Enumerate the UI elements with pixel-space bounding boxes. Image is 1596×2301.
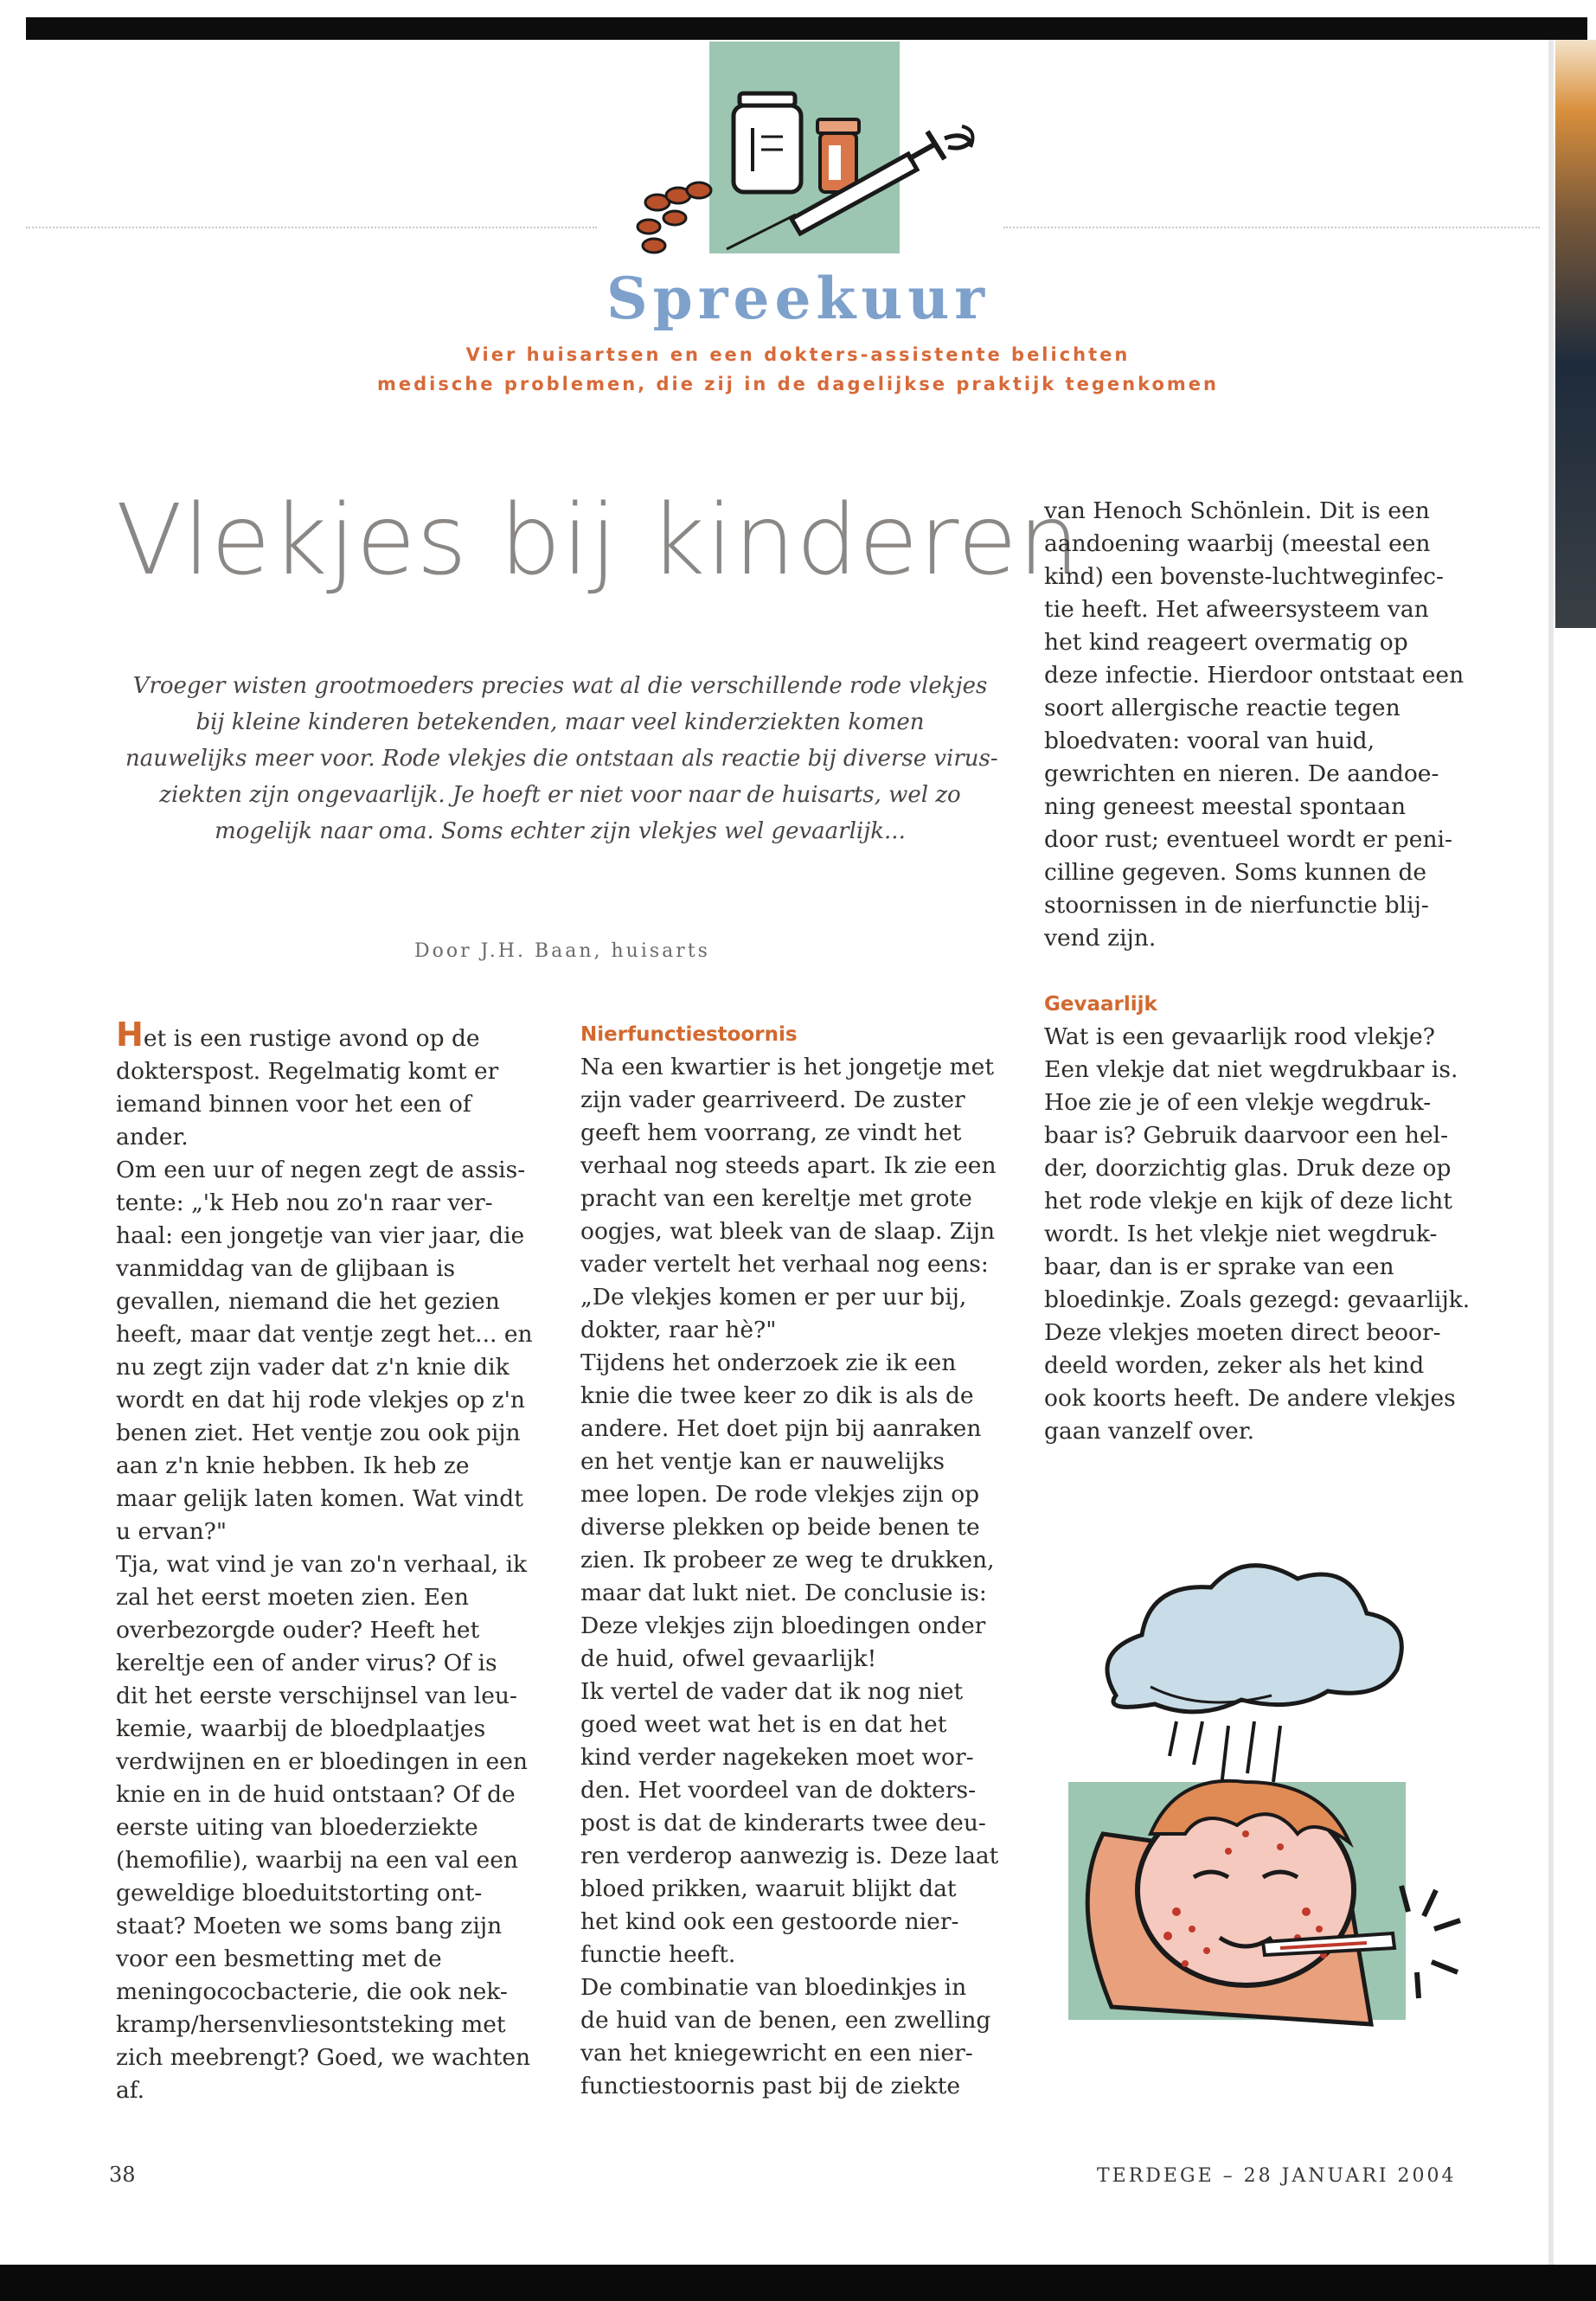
intro-line: Vroeger wisten grootmoeders precies wat al die verschillende rode vlekjes (132, 673, 988, 699)
text-line: zien. Ik probeer ze weg te drukken, (580, 1547, 995, 1574)
text-line: (hemofilie), waarbij na een val een (116, 1847, 518, 1874)
text-line: maar gelijk laten komen. Wat vindt (116, 1485, 523, 1512)
section-title: Spreekuur (606, 265, 990, 332)
text-line: soort allergische reactie tegen (1044, 695, 1401, 721)
text-line: voor een besmetting met de (116, 1945, 442, 1972)
text-line: Tijdens het onderzoek zie ik een (580, 1349, 957, 1376)
text-line: verdwijnen en er bloedingen in een (116, 1748, 528, 1775)
text-line: den. Het voordeel van de dokters- (580, 1777, 977, 1804)
text-line: haal: een jongetje van vier jaar, die (116, 1222, 525, 1249)
text-line: de huid, ofwel gevaarlijk! (580, 1645, 877, 1672)
adjacent-page-strip (1555, 40, 1596, 628)
medicine-bottle-icon (734, 93, 801, 192)
article-column-3 (1044, 495, 1464, 955)
text-line: andere. Het doet pijn bij aanraken (580, 1415, 982, 1442)
text-line: deze infectie. Hierdoor ontstaat een (1044, 662, 1465, 689)
text-line: Tja, wat vind je van zo'n verhaal, ik (116, 1551, 528, 1578)
text-line: vanmiddag van de glijbaan is (116, 1255, 456, 1282)
intro-line: ziekten zijn ongevaarlijk. Je hoeft er niet voor naar de huisarts, wel zo (159, 782, 961, 808)
article-headline: Vlekjes bij kinderen (116, 484, 1080, 597)
text-line: ning geneest meestal spontaan (1044, 793, 1407, 820)
text-line: cilline gegeven. Soms kunnen de (1044, 859, 1427, 886)
section-subtitle-line-1: Vier huisartsen en een dokters-assistente belichten (465, 344, 1131, 365)
text-line: ren verderop aanwezig is. Deze laat (580, 1843, 999, 1869)
text-line: van het kniegewricht en een nier- (580, 2040, 973, 2067)
text-line: Het is een rustige avond op de (116, 1016, 480, 1054)
text-line: post is dat de kinderarts twee deu- (580, 1810, 986, 1836)
text-line: Deze vlekjes zijn bloedingen onder (580, 1612, 986, 1639)
text-line: ander. (116, 1124, 189, 1150)
text-line: meningococbacterie, die ook nek- (116, 1978, 508, 2005)
bottom-border (0, 2265, 1596, 2301)
text-line: u ervan?" (116, 1518, 228, 1545)
text-line: Om een uur of negen zegt de assis- (116, 1157, 526, 1183)
intro-line: bij kleine kinderen betekenden, maar veel kinderziekten komen (195, 709, 925, 735)
drop-cap: H (116, 1016, 144, 1054)
text-line: „De vlekjes komen er per uur bij, (580, 1284, 967, 1311)
rain-cloud-icon (1107, 1566, 1401, 1786)
text-line: functie heeft. (580, 1941, 736, 1968)
text-line: heeft, maar dat ventje zegt het... en (116, 1321, 533, 1348)
text-line: staat? Moeten we soms bang zijn (116, 1913, 503, 1939)
text-line: geeft hem voorrang, ze vindt het (580, 1119, 962, 1146)
text-line: ook koorts heeft. De andere vlekjes (1044, 1385, 1456, 1412)
article-column-2 (580, 1018, 998, 2103)
text-line: vend zijn. (1044, 925, 1157, 952)
article-intro (125, 668, 998, 849)
text-line: kereltje een of ander virus? Of is (116, 1650, 497, 1676)
issue-info: TERDEGE – 28 JANUARI 2004 (1097, 2165, 1457, 2187)
text-line: gevallen, niemand die het gezien (116, 1288, 500, 1315)
text-line: bloedinkje. Zoals gezegd: gevaarlijk. (1044, 1286, 1471, 1313)
text-line: kind verder nagekeken moet wor- (580, 1744, 974, 1771)
section-subtitle-line-2: medische problemen, die zij in de dagelijkse praktijk tegenkomen (377, 374, 1219, 394)
text-line: oogjes, wat bleek van de slaap. Zijn (580, 1218, 996, 1245)
text-line: wordt en dat hij rode vlekjes op z'n (116, 1387, 525, 1413)
medicine-illustration (623, 42, 1021, 268)
subheading-gevaarlijk: Gevaarlijk (1044, 993, 1157, 1016)
text-line: der, doorzichtig glas. Druk deze op (1044, 1155, 1452, 1182)
text-line: diverse plekken op beide benen te (580, 1514, 980, 1541)
text-line: af. (116, 2077, 145, 2104)
text-line: zijn vader gearriveerd. De zuster (580, 1086, 965, 1113)
top-border (26, 17, 1587, 40)
text-line: De combinatie van bloedinkjes in (580, 1974, 967, 2001)
subheading-nierfunctiestoornis: Nierfunctiestoornis (580, 1023, 798, 1046)
text-line: Wat is een gevaarlijk rood vlekje? (1044, 1023, 1435, 1050)
text-line: knie die twee keer zo dik is als de (580, 1382, 974, 1409)
text-line: tente: „'k Heb nou zo'n raar ver- (116, 1189, 493, 1216)
page-number: 38 (109, 2163, 136, 2187)
sick-child-illustration (1021, 1548, 1540, 2033)
text-line: baar, dan is er sprake van een (1044, 1253, 1394, 1280)
text-line: zal het eerst moeten zien. Een (116, 1584, 469, 1611)
text-line: aandoening waarbij (meestal een (1044, 530, 1431, 557)
text-line: zich meebrengt? Goed, we wachten (116, 2044, 531, 2071)
text-line: geweldige bloeduitstorting ont- (116, 1880, 483, 1907)
text-line: baar is? Gebruik daarvoor een hel- (1044, 1122, 1449, 1149)
pill-jar-icon (817, 119, 859, 192)
article-column-1 (116, 1018, 533, 2107)
child-face-icon (1138, 1781, 1354, 1985)
text-line: kind) een bovenste-luchtweginfec- (1044, 563, 1444, 590)
text-line: aan z'n knie hebben. Ik heb ze (116, 1452, 470, 1479)
text-line: en het ventje kan er nauwelijks (580, 1448, 945, 1475)
text-line: mee lopen. De rode vlekjes zijn op (580, 1481, 980, 1508)
text-line: eerste uiting van bloederziekte (116, 1814, 478, 1841)
header-rule-left (26, 227, 597, 228)
text-line: het kind reageert overmatig op (1044, 629, 1408, 656)
text-line: iemand binnen voor het een of (116, 1091, 471, 1118)
text-line: kemie, waarbij de bloedplaatjes (116, 1715, 486, 1742)
text-line: nu zegt zijn vader dat z'n knie dik (116, 1354, 510, 1381)
text-line: vader vertelt het verhaal nog eens: (580, 1251, 989, 1278)
text-line: dokter, raar hè?" (580, 1317, 777, 1343)
text-line: wordt. Is het vlekje niet wegdruk- (1044, 1221, 1438, 1247)
text-line: stoornissen in de nierfunctie blij- (1044, 892, 1429, 919)
text-line: Hoe zie je of een vlekje wegdruk- (1044, 1089, 1432, 1116)
text-line: deeld worden, zeker als het kind (1044, 1352, 1425, 1379)
text-line: gaan vanzelf over. (1044, 1418, 1255, 1445)
text-line: dit het eerste verschijnsel van leu- (116, 1682, 517, 1709)
text-line: de huid van de benen, een zwelling (580, 2007, 991, 2034)
text-line: benen ziet. Het ventje zou ook pijn (116, 1420, 521, 1446)
text-line: goed weet wat het is en dat het (580, 1711, 947, 1738)
text-line: verhaal nog steeds apart. Ik zie een (580, 1152, 997, 1179)
text-line: dokterspost. Regelmatig komt er (116, 1058, 499, 1085)
text-line: gewrichten en nieren. De aandoe- (1044, 760, 1439, 787)
text-line: van Henoch Schönlein. Dit is een (1044, 497, 1430, 524)
text-line: maar dat lukt niet. De conclusie is: (580, 1580, 987, 1606)
text-line: functiestoornis past bij de ziekte (580, 2073, 961, 2099)
pills-icon (638, 183, 711, 253)
header-rule-right (1003, 227, 1540, 228)
text-line: kramp/hersenvliesontsteking met (116, 2011, 506, 2038)
text-line: bloedvaten: vooral van huid, (1044, 727, 1375, 754)
text-line: het rode vlekje en kijk of deze licht (1044, 1188, 1452, 1215)
text-line: bloed prikken, waaruit blijkt dat (580, 1875, 957, 1902)
text-line: Een vlekje dat niet wegdrukbaar is. (1044, 1056, 1458, 1083)
text-line: pracht van een kereltje met grote (580, 1185, 972, 1212)
intro-line: mogelijk naar oma. Soms echter zijn vlekjes wel gevaarlijk... (215, 818, 906, 844)
article-column-3-gevaarlijk (1044, 988, 1470, 1448)
text-line: het kind ook een gestoorde nier- (580, 1908, 959, 1935)
text-line: tie heeft. Het afweersysteem van (1044, 596, 1429, 623)
text-line: Deze vlekjes moeten direct beoor- (1044, 1319, 1441, 1346)
text-line: Ik vertel de vader dat ik nog niet (580, 1678, 964, 1705)
byline: Door J.H. Baan, huisarts (414, 940, 710, 962)
text-line: overbezorgde ouder? Heeft het (116, 1617, 480, 1644)
text-line: knie en in de huid ontstaan? Of de (116, 1781, 516, 1808)
intro-line: nauwelijks meer voor. Rode vlekjes die ontstaan als reactie bij diverse virus- (125, 746, 998, 772)
text-line: door rust; eventueel wordt er peni- (1044, 826, 1452, 853)
text-line: Na een kwartier is het jongetje met (580, 1054, 995, 1080)
